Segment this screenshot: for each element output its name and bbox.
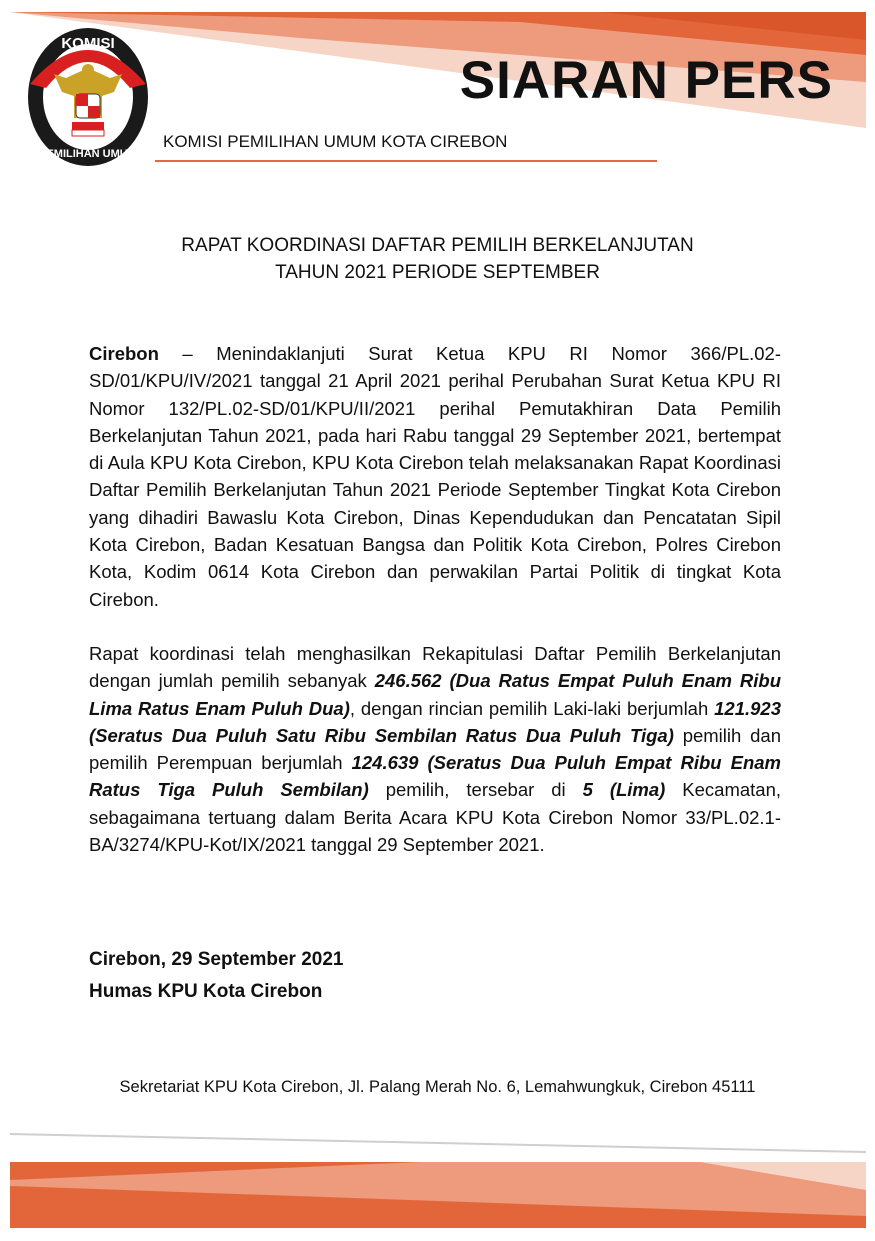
document-body: [89, 340, 781, 885]
paragraph-2-text-c: pemilih dan pemilih Perempuan berjumlah: [89, 724, 781, 774]
signoff: [89, 944, 344, 1008]
header-divider: [155, 160, 657, 162]
siaran-pers-title: SIARAN PERS: [459, 51, 833, 110]
title-line-2: TAHUN 2021 PERIODE SEPTEMBER: [275, 262, 600, 283]
paragraph-2-text-b: , dengan rincian pemilih Laki-laki berjumlah: [349, 697, 715, 719]
title-line-1: RAPAT KOORDINASI DAFTAR PEMILIH BERKELANJUTAN: [181, 235, 694, 256]
paragraph-2-text-a: Rapat koordinasi telah menghasilkan Rekapitulasi Daftar Pemilih Berkelanjutan dengan jumlah pemilih sebanyak: [89, 642, 781, 692]
document-title: [0, 232, 875, 286]
male-voters: 121.923 (Seratus Dua Puluh Satu Ribu Sembilan Ratus Dua Puluh Tiga): [89, 697, 781, 746]
paragraph-2-text-e: Kecamatan, sebagaimana tertuang dalam Berita Acara KPU Kota Cirebon Nomor 33/PL.02.1-BA/3274/KPU-Kot/IX/2021 tanggal 29 September 2021.: [89, 779, 782, 856]
signoff-date: Cirebon, 29 September 2021: [89, 949, 344, 970]
dateline-city: Cirebon: [89, 343, 159, 364]
logo-bottom-text: PEMILIHAN UMUM: [39, 148, 137, 160]
organization-name: KOMISI PEMILIHAN UMUM KOTA CIREBON: [163, 132, 508, 151]
total-voters: 246.562 (Dua Ratus Empat Puluh Enam Ribu Lima Ratus Enam Puluh Dua): [89, 670, 782, 719]
female-voters: 124.639 (Seratus Dua Puluh Empat Ribu Enam Ratus Tiga Puluh Sembilan): [89, 752, 781, 801]
logo-top-text: KOMISI: [61, 35, 115, 52]
paragraph-1-text: – Menindaklanjuti Surat Ketua KPU RI Nomor 366/PL.02-SD/01/KPU/IV/2021 tanggal 21 April 2021 perihal Perubahan Surat Ketua KPU RI Nomor 132/PL.02-SD/01/KPU/II/2021 perihal Pemutakhiran Data Pemilih Berkelanjutan Tahun 2021, pada hari Rabu tanggal 29 September 2021, bertempat di Aula KPU Kota Cirebon, KPU Kota Cirebon telah melaksanakan Rapat Koordinasi Daftar Pemilih Berkelanjutan Tahun 2021 Periode September Tingkat Kota Cirebon yang dihadiri Bawaslu Kota Cirebon, Dinas Kependudukan dan Pencatatan Sipil Kota Cirebon, Badan Kesatuan Bangsa dan Politik Kota Cirebon, Polres Cirebon Kota, Kodim 0614 Kota Cirebon dan perwakilan Partai Politik di tingkat Kota Cirebon.: [89, 343, 781, 610]
paragraph-2: [89, 640, 781, 858]
paragraph-2-text-d: pemilih, tersebar di: [368, 779, 583, 801]
signoff-author: Humas KPU Kota Cirebon: [89, 981, 323, 1002]
kpu-logo: [26, 26, 150, 168]
footer-banner-graphic: [0, 1120, 875, 1241]
kecamatan-count: 5 (Lima): [582, 779, 666, 801]
paragraph-1: [89, 340, 781, 613]
footer-address: Sekretariat KPU Kota Cirebon, Jl. Palang Merah No. 6, Lemahwungkuk, Cirebon 45111: [119, 1078, 756, 1096]
